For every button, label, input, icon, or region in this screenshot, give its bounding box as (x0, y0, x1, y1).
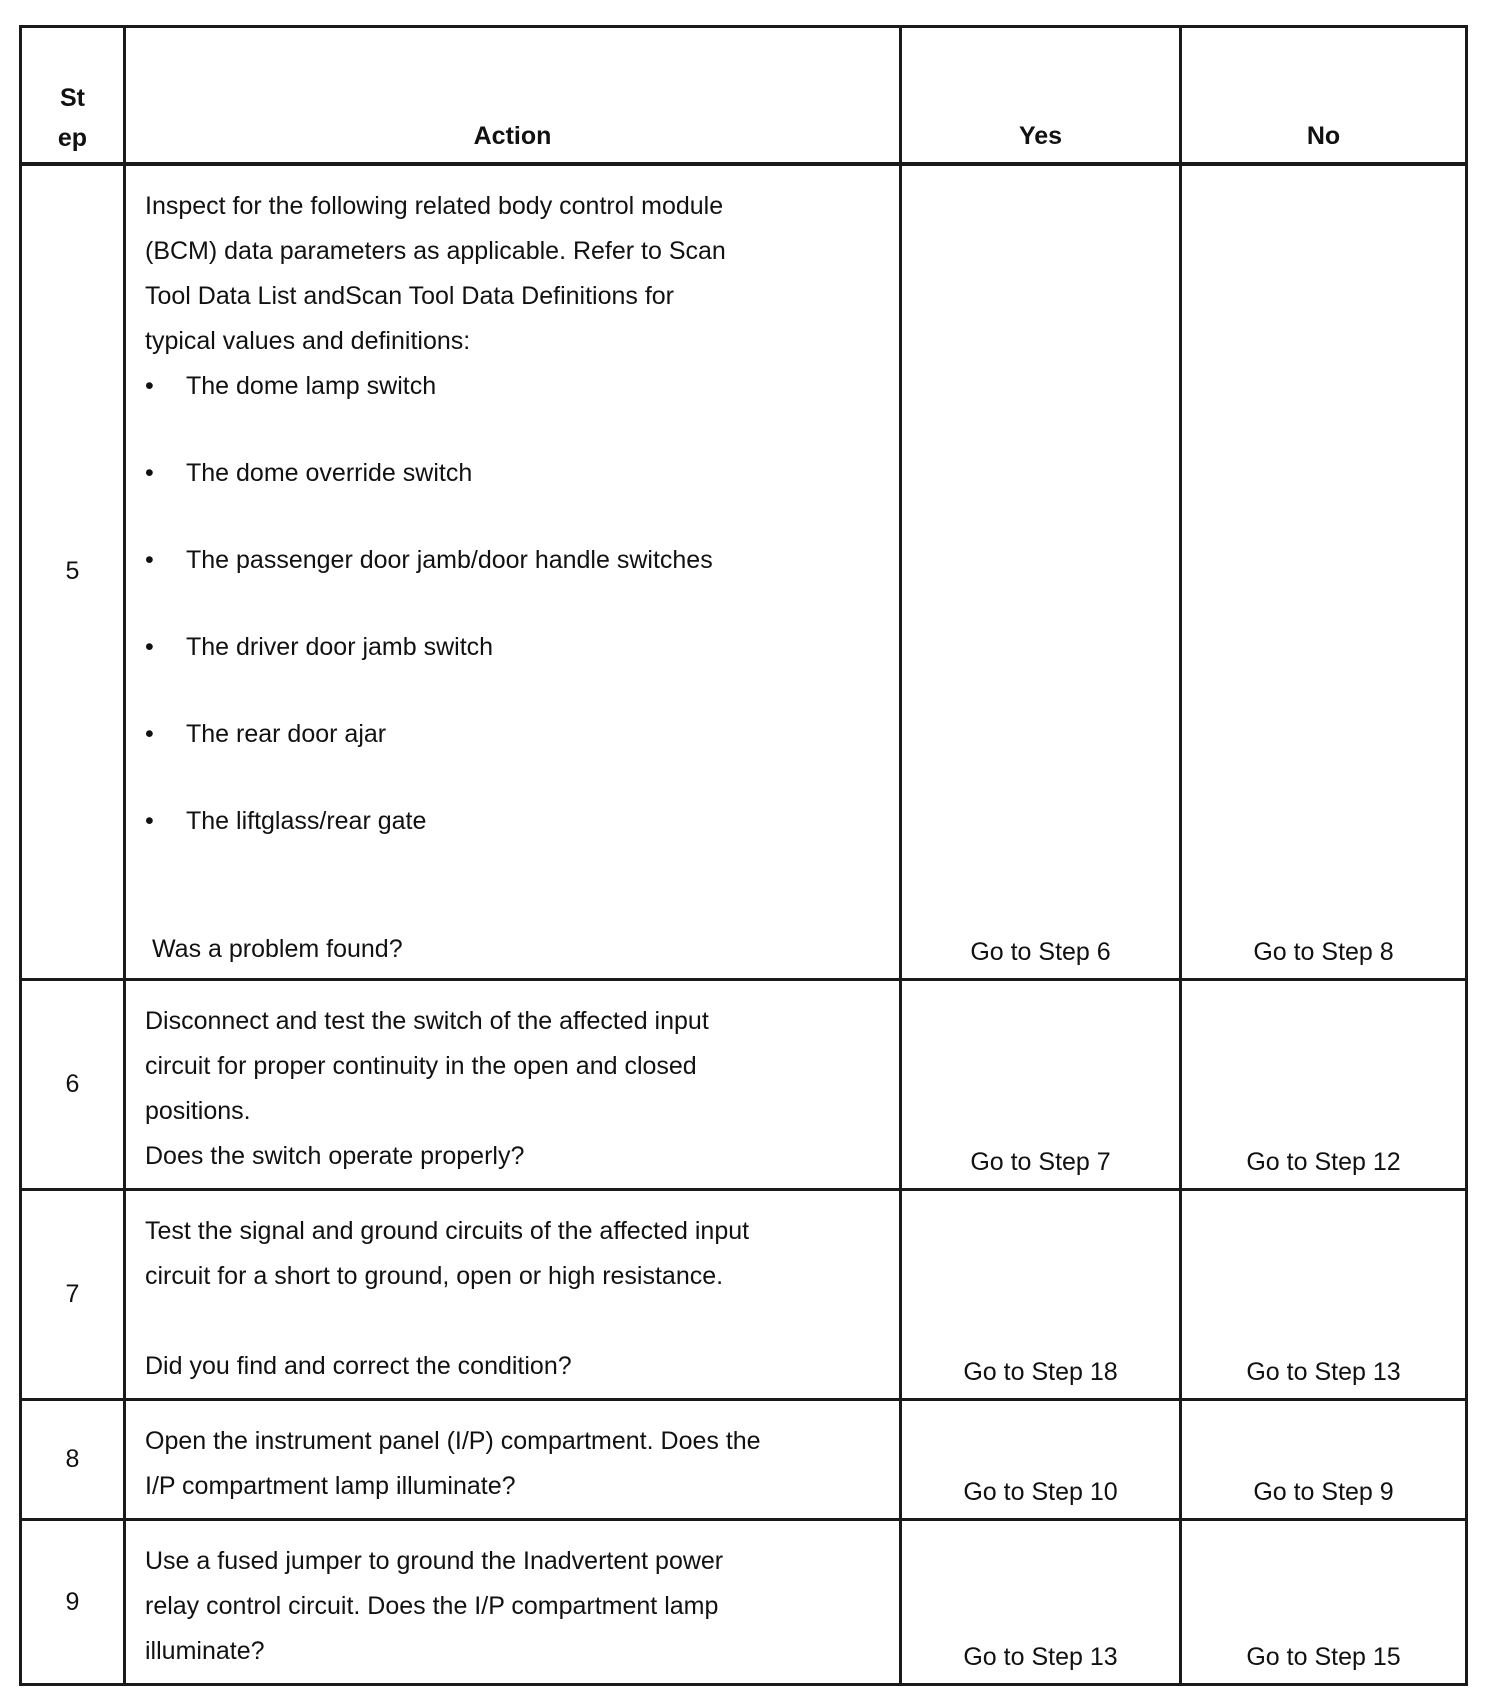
header-step-line2: ep (57, 123, 88, 152)
action-cell (125, 1190, 901, 1400)
step-number: 6 (21, 980, 125, 1190)
diagnostic-table (19, 25, 1468, 1686)
header-row (21, 27, 1467, 164)
table-row (21, 1400, 1467, 1520)
action-question: Does the switch operate properly? (145, 1142, 525, 1170)
action-cell (125, 980, 901, 1190)
yes-result: Go to Step 10 (901, 1400, 1181, 1520)
action-line: Open the instrument panel (I/P) compartment. Does the (145, 1427, 761, 1455)
list-item: • The rear door ajar (145, 712, 889, 757)
table-row (21, 1520, 1467, 1685)
action-line: Use a fused jumper to ground the Inadvertent power (145, 1547, 724, 1575)
action-question: Was a problem found? (152, 934, 403, 963)
list-item: • The dome lamp switch (145, 364, 889, 409)
action-line: I/P compartment lamp illuminate? (145, 1472, 516, 1500)
header-yes: Yes (901, 27, 1181, 164)
bullet-icon: • (145, 545, 154, 574)
action-cell (125, 1400, 901, 1520)
action-line: circuit for proper continuity in the open and closed (145, 1052, 697, 1080)
no-result: Go to Step 12 (1181, 980, 1467, 1190)
yes-result: Go to Step 13 (901, 1520, 1181, 1685)
header-step (21, 27, 125, 164)
action-cell (125, 1520, 901, 1685)
header-action: Action (125, 27, 901, 164)
action-line: (BCM) data parameters as applicable. Refer to Scan (145, 236, 726, 265)
table-row (21, 164, 1467, 980)
step-number: 8 (21, 1400, 125, 1520)
list-item: • The liftglass/rear gate (145, 799, 889, 844)
no-result: Go to Step 15 (1181, 1520, 1467, 1685)
action-line: relay control circuit. Does the I/P compartment lamp (145, 1592, 719, 1620)
no-result: Go to Step 13 (1181, 1190, 1467, 1400)
bullet-icon: • (145, 806, 154, 835)
step-number: 9 (21, 1520, 125, 1685)
list-item: • The dome override switch (145, 451, 889, 496)
table-row (21, 980, 1467, 1190)
parameter-list (145, 364, 889, 844)
header-step-line1: St (60, 83, 85, 112)
action-line: Tool Data List andScan Tool Data Definitions for (145, 281, 675, 310)
list-item: • The passenger door jamb/door handle switches (145, 538, 889, 583)
yes-result: Go to Step 18 (901, 1190, 1181, 1400)
action-question: Did you find and correct the condition? (145, 1352, 572, 1380)
step-number: 5 (21, 164, 125, 980)
bullet-icon: • (145, 719, 154, 748)
action-line: illuminate? (145, 1637, 265, 1665)
no-result: Go to Step 8 (1181, 164, 1467, 980)
header-no: No (1181, 27, 1467, 164)
yes-result: Go to Step 7 (901, 980, 1181, 1190)
action-line: Inspect for the following related body control module (145, 191, 724, 220)
yes-result: Go to Step 6 (901, 164, 1181, 980)
action-line: typical values and definitions: (145, 326, 471, 355)
bullet-icon: • (145, 458, 154, 487)
table-row (21, 1190, 1467, 1400)
action-cell (125, 164, 901, 980)
action-line: Disconnect and test the switch of the affected input (145, 1007, 709, 1035)
bullet-icon: • (145, 371, 154, 400)
no-result: Go to Step 9 (1181, 1400, 1467, 1520)
bullet-icon: • (145, 632, 154, 661)
action-line: Test the signal and ground circuits of the affected input (145, 1217, 750, 1245)
action-line: circuit for a short to ground, open or high resistance. (145, 1262, 724, 1290)
list-item: • The driver door jamb switch (145, 625, 889, 670)
step-number: 7 (21, 1190, 125, 1400)
action-line: positions. (145, 1097, 251, 1125)
